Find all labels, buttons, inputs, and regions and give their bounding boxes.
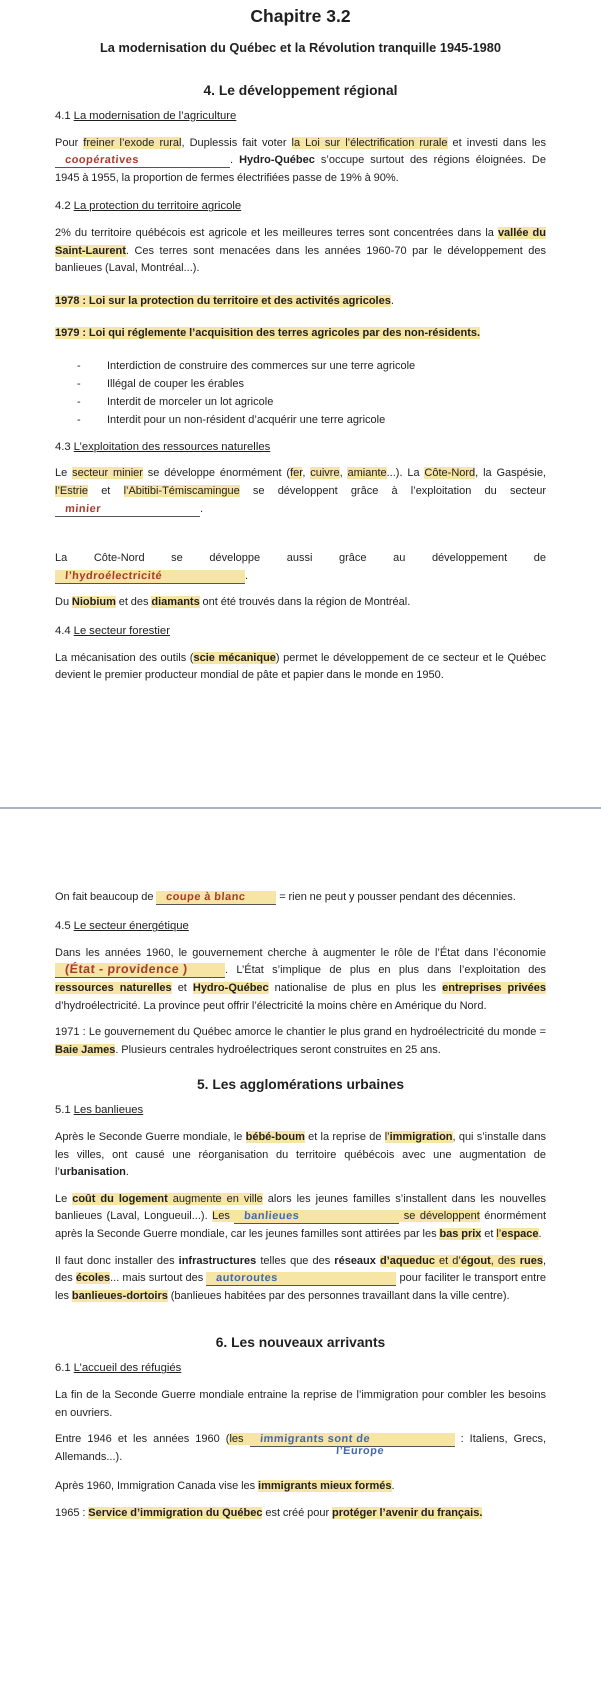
text-run: La Côte-Nord se développe aussi grâce au développement de [55, 552, 546, 565]
text-run: alors les jeunes familles s’installent dans les nouvelles banlieues (Laval, Longueuil...). [55, 1192, 546, 1223]
law-1978-line [55, 292, 546, 311]
text-run: s’occupe surtout des régions éloignées. De 1945 à 1955, la proportion de fermes électrifiées passe de 19% à 90%. [55, 154, 546, 184]
paragraph-coupe-a-blanc [55, 889, 546, 907]
text-run: se développent grâce à l’exploitation du secteur [239, 484, 547, 497]
subsection-title: Les banlieues [73, 1104, 144, 1117]
restrictions-list [55, 357, 546, 429]
highlighted-bold-run: bas prix [439, 1228, 482, 1240]
text-run: et [481, 1228, 497, 1240]
subsection-4-5 [55, 918, 546, 936]
subsection-title: La protection du territoire agricole [73, 200, 242, 213]
text-run: ... mais surtout des [110, 1272, 207, 1285]
highlighted-bold-run: entreprises privées [442, 982, 547, 995]
text-run: 2% du territoire québécois est agricole et les meilleures terres sont concentrées dans la [55, 226, 498, 239]
subsection-title: La modernisation de l’agriculture [73, 110, 237, 122]
handwritten-answer: immigrants sont de [259, 1433, 371, 1446]
highlighted-bold-run: immigrants mieux formés [258, 1480, 392, 1493]
highlighted-run: cuivre [310, 467, 340, 480]
highlighted-bold-run: d’aqueduc [379, 1254, 435, 1267]
handwritten-annotation-europe: l’Europe [335, 1445, 385, 1458]
text-run: Après 1960, Immigration Canada vise les [55, 1480, 259, 1493]
highlighted-run: l’Abitibi-Témiscamingue [123, 484, 240, 497]
text-run: . [200, 502, 204, 515]
subsection-number: 4.5 [55, 920, 71, 933]
subsection-4-4 [55, 623, 546, 641]
highlighted-run: les [229, 1433, 250, 1446]
bold-run: Hydro-Québec [239, 154, 315, 167]
highlighted-bold-run: Hydro-Québec [192, 982, 269, 995]
paragraph-4-5 [55, 945, 546, 1015]
highlighted-run: l’ [384, 1131, 390, 1144]
subsection-4-2 [55, 198, 546, 216]
handwritten-answer: autoroutes [216, 1272, 279, 1285]
highlighted-bold-run: ressources naturelles [55, 982, 172, 995]
text-run: , [302, 467, 311, 480]
text-run: d’hydroélectricité. La province peut offrir l’électricité la moins chère en Amérique du Nord. [55, 999, 487, 1012]
subsection-number: 6.1 [55, 1362, 71, 1375]
handwritten-answer: coupe à blanc [165, 890, 247, 903]
text-run: , la Gaspésie, [475, 467, 546, 480]
highlighted-bold-run: espace [501, 1228, 539, 1240]
fill-in-blank-coupe-a-blanc [156, 891, 276, 905]
text-run: . Plusieurs centrales hydroélectriques seront construites en 25 ans. [115, 1043, 441, 1056]
list-item: - Illégal de couper les érables [75, 375, 546, 393]
text-run: est créé pour [262, 1506, 332, 1519]
text-run: Du [55, 596, 72, 609]
text-run: , qui s’installe dans les villes, ont causé une réorganisation du territoire québécois avec une augmentation de l’ [55, 1131, 547, 1179]
highlighted-run: , des [490, 1254, 520, 1267]
text-run: se développe énormément ( [142, 467, 291, 480]
handwritten-answer: banlieues [243, 1210, 301, 1223]
text-run: Entre 1946 et les années 1960 ( [55, 1433, 230, 1446]
highlighted-bold-run: écoles [75, 1272, 111, 1285]
handwritten-answer: (État - providence ) [64, 962, 189, 977]
list-item: - Interdit pour un non-résident d’acquérir une terre agricole [75, 411, 546, 429]
section-heading-6: 6. Les nouveaux arrivants [215, 1335, 386, 1351]
subsection-4-1 [55, 108, 546, 126]
paragraph-6-1-b [55, 1431, 546, 1466]
section-heading-5: 5. Les agglomérations urbaines [196, 1077, 404, 1093]
highlighted-run: l’ [496, 1228, 502, 1240]
paragraph-cote-nord [55, 550, 546, 585]
highlighted-run: fer [290, 467, 303, 480]
bold-run: urbanisation [59, 1166, 126, 1179]
fill-in-blank-cooperatives [55, 154, 230, 168]
highlighted-run: Côte-Nord [424, 467, 476, 480]
text-run: 1965 : [55, 1506, 89, 1519]
text-run: et la reprise de [304, 1131, 385, 1144]
vertical-gap [55, 518, 546, 550]
fill-in-blank-minier [55, 503, 200, 517]
paragraph-6-1-a [55, 1387, 546, 1422]
text-run: . Ces terres sont menacées dans les années 1960-70 par le développement des banlieues (Laval, Montréal...). [55, 244, 546, 275]
highlighted-bold-run: rues [519, 1254, 543, 1267]
text-run: ont été trouvés dans la région de Montréal. [199, 596, 411, 609]
text-run: Après le Seconde Guerre mondiale, le [55, 1131, 246, 1144]
highlighted-bold-run: Service d’immigration du Québec [88, 1506, 263, 1519]
highlighted-run: se développent [399, 1210, 480, 1223]
subsection-title: L’accueil des réfugiés [73, 1362, 182, 1375]
subsection-number: 4.2 [55, 200, 71, 213]
paragraph-5-1-a [55, 1129, 546, 1182]
list-item: - Interdit de morceler un lot agricole [75, 393, 546, 411]
text-run: ...). La [386, 467, 425, 480]
section-heading-4: 4. Le développement régional [203, 83, 398, 98]
text-run: . [230, 154, 240, 167]
subsection-number: 4.4 [55, 624, 71, 637]
vertical-gap [55, 685, 546, 807]
highlighted-bold-run: scie mécanique [193, 651, 276, 664]
fill-in-blank-immigrants [250, 1433, 455, 1458]
text-run: et investi dans les [447, 136, 546, 149]
paragraph-5-1-c [55, 1253, 546, 1306]
subsection-title: Le secteur forestier [73, 624, 170, 637]
paragraph-niobium [55, 594, 546, 612]
text-run: Le [55, 1192, 73, 1205]
text-run: On fait beaucoup de [55, 890, 157, 903]
text-run: nationalise de plus en plus les [268, 982, 443, 995]
highlighted-run: la Loi sur l’électrification rurale [291, 136, 448, 149]
text-run: . L’État s’implique de plus en plus dans l’exploitation des [225, 964, 546, 977]
vertical-gap [55, 809, 546, 889]
text-run: La fin de la Seconde Guerre mondiale entraine la reprise de l’immigration pour combler les besoins en ouvriers. [55, 1388, 546, 1419]
vertical-gap [55, 1305, 546, 1335]
highlighted-bold-run: coût du logement [72, 1192, 168, 1205]
fill-in-blank-autoroutes [206, 1272, 396, 1286]
handwritten-answer: minier [64, 502, 102, 515]
text-run: . [125, 1166, 129, 1179]
bold-run: réseaux [334, 1254, 376, 1267]
highlighted-bold-run: 1979 : Loi qui réglemente l’acquisition des terres agricoles par des non-résidents. [55, 326, 481, 339]
highlighted-bold-run: vallée du Saint-Laurent [55, 226, 546, 257]
paragraph-6-1-d [55, 1505, 546, 1523]
text-run: pour faciliter le transport entre les [55, 1272, 546, 1302]
highlighted-run: et d’ [434, 1254, 461, 1267]
handwritten-answer: l’hydroélectricité [64, 569, 163, 582]
highlighted-bold-run: diamants [151, 596, 200, 609]
doc-subtitle: La modernisation du Québec et la Révolution tranquille 1945-1980 [99, 40, 502, 55]
text-run: telles que des [256, 1254, 335, 1267]
text-run: énormément après la Seconde Guerre mondiale, car les jeunes familles sont attirées par les [55, 1210, 546, 1240]
highlighted-bold-run: bébé-boum [245, 1131, 305, 1144]
law-1979-line [55, 324, 546, 343]
highlighted-bold-run: Baie James [55, 1043, 116, 1056]
subsection-number: 4.1 [55, 110, 71, 122]
text-run: 1971 : Le gouvernement du Québec amorce le chantier le plus grand en hydroélectricité du monde = [55, 1026, 546, 1039]
text-run: , [339, 467, 348, 480]
text-run: La mécanisation des outils ( [55, 651, 194, 664]
highlighted-bold-run: immigration [389, 1131, 453, 1144]
text-run: Il faut donc installer des [55, 1254, 179, 1267]
fill-in-blank-etat-providence [55, 963, 225, 978]
paragraph-5-1-b [55, 1191, 546, 1244]
highlighted-run: amiante [347, 467, 387, 480]
paragraph-6-1-c [55, 1478, 546, 1496]
highlighted-bold-run: 1978 : Loi sur la protection du territoire et des activités agricoles [55, 294, 391, 307]
subsection-title: L’exploitation des ressources naturelles [73, 440, 271, 453]
text-run: Le [55, 467, 73, 480]
handwritten-answer: coopératives [64, 154, 140, 167]
highlighted-run: augmente en ville [167, 1192, 263, 1205]
highlighted-bold-run: égout [460, 1254, 491, 1267]
text-run: . [538, 1228, 542, 1240]
text-run: (banlieues habitées par des personnes travaillant dans la ville centre). [167, 1289, 510, 1302]
fill-in-blank-hydroelectricite [55, 570, 245, 584]
text-run: Pour [55, 136, 84, 149]
paragraph-4-1 [55, 135, 546, 188]
text-run: et [88, 484, 124, 497]
doc-title: Chapitre 3.2 [250, 6, 351, 26]
subsection-number: 4.3 [55, 440, 71, 453]
highlighted-bold-run: banlieues-dortoirs [71, 1289, 168, 1302]
paragraph-baie-james [55, 1024, 546, 1059]
bold-run: infrastructures [178, 1254, 257, 1267]
highlighted-run: secteur minier [72, 467, 143, 480]
text-run: et des [115, 596, 152, 609]
fill-in-blank-banlieues [234, 1210, 399, 1224]
text-run: , Duplessis fait voter [181, 136, 292, 149]
subsection-title: Le secteur énergétique [73, 920, 189, 933]
text-run: = rien ne peut y pousser pendant des décennies. [276, 890, 516, 903]
text-run: et [171, 982, 193, 995]
list-item: - Interdiction de construire des commerces sur une terre agricole [75, 357, 546, 375]
highlighted-run: Les [212, 1210, 235, 1223]
highlighted-bold-run: protéger l’avenir du français. [332, 1506, 483, 1519]
text-run: . [391, 1480, 395, 1493]
text-run: ) permet le développement de ce secteur et le Québec devient le premier producteur mondial de pâte et papier dans le monde en 1950. [55, 651, 547, 682]
subsection-number: 5.1 [55, 1104, 71, 1117]
paragraph-4-4 [55, 650, 546, 685]
text-run: . [245, 569, 249, 582]
text-run: : Italiens, Grecs, Allemands...). [55, 1433, 547, 1463]
highlighted-run: l’Estrie [55, 484, 89, 497]
text-run: . [390, 294, 394, 307]
paragraph-4-3 [55, 465, 546, 518]
text-run: , des [55, 1254, 547, 1285]
subsection-4-3 [55, 439, 546, 457]
subsection-5-1 [55, 1102, 546, 1120]
text-run: Dans les années 1960, le gouvernement cherche à augmenter le rôle de l’État dans l’économie [55, 946, 546, 959]
subsection-6-1 [55, 1360, 546, 1378]
highlighted-bold-run: Niobium [71, 596, 116, 609]
paragraph-4-2 [55, 225, 546, 278]
highlighted-run: freiner l’exode rural [83, 136, 182, 149]
